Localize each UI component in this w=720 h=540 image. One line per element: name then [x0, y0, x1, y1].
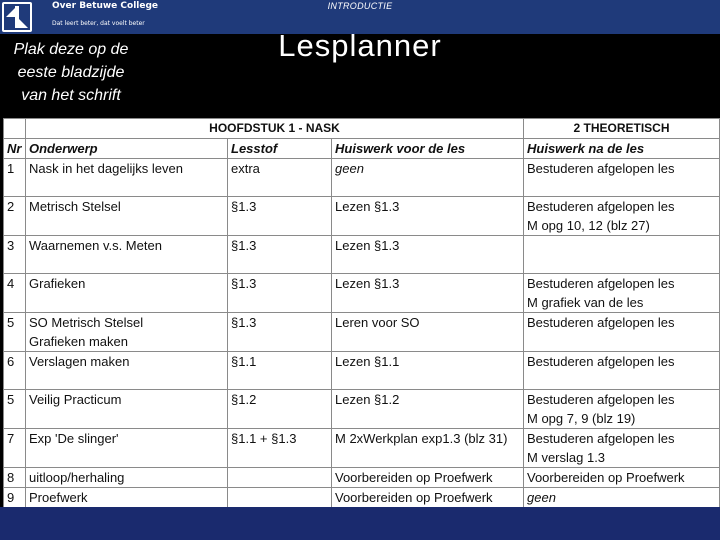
- cell-onderwerp: [26, 274, 228, 313]
- cell-huiswerk-na: [524, 197, 720, 236]
- table-row: [4, 274, 720, 313]
- cell-huiswerk-voor: Lezen §1.3: [332, 274, 524, 313]
- cell-nr: 8: [4, 468, 26, 488]
- cell-line: Bestuderen afgelopen les: [527, 161, 675, 176]
- column-header-huiswerk-na: Huiswerk na de les: [524, 139, 720, 159]
- cell-line: Veilig Practicum: [29, 392, 122, 407]
- cell-line: Grafieken: [29, 276, 86, 291]
- cell-onderwerp: [26, 468, 228, 488]
- table-row: [4, 488, 720, 508]
- cell-huiswerk-voor: Voorbereiden op Proefwerk: [332, 468, 524, 488]
- instruction-line: eeste bladzijde: [17, 64, 125, 81]
- cell-huiswerk-na: [524, 313, 720, 352]
- column-header-nr: Nr: [4, 139, 26, 159]
- cell-onderwerp: [26, 313, 228, 352]
- cell-nr: 5: [4, 313, 26, 352]
- cell-lesstof: [228, 488, 332, 508]
- table-row: [4, 468, 720, 488]
- cell-line: SO Metrisch Stelsel: [29, 315, 144, 330]
- cell-line: Bestuderen afgelopen les: [527, 199, 675, 214]
- page-title: Lesplanner: [278, 28, 442, 63]
- cell-nr: 4: [4, 274, 26, 313]
- cell-line: Exp 'De slinger': [29, 431, 119, 446]
- table-row: [4, 313, 720, 352]
- cell-onderwerp: [26, 488, 228, 508]
- cell-line: Bestuderen afgelopen les: [527, 392, 675, 407]
- cell-lesstof: §1.1: [228, 352, 332, 390]
- column-header-huiswerk-voor: Huiswerk voor de les: [332, 139, 524, 159]
- table-row: [4, 159, 720, 197]
- cell-onderwerp: [26, 236, 228, 274]
- cell-lesstof: extra: [228, 159, 332, 197]
- cell-huiswerk-na: [524, 488, 720, 508]
- cell-nr: 9: [4, 488, 26, 508]
- corner-cell: [4, 119, 26, 139]
- instruction-note: [0, 38, 142, 107]
- cell-line: geen: [527, 490, 556, 505]
- cell-huiswerk-na: [524, 274, 720, 313]
- cell-huiswerk-na: [524, 352, 720, 390]
- cell-nr: 7: [4, 429, 26, 468]
- cell-nr: 3: [4, 236, 26, 274]
- cell-line: Verslagen maken: [29, 354, 130, 369]
- cell-huiswerk-voor: geen: [332, 159, 524, 197]
- cell-huiswerk-voor: Lezen §1.3: [332, 197, 524, 236]
- cell-huiswerk-voor: Lezen §1.1: [332, 352, 524, 390]
- chapter-heading: HOOFDSTUK 1 - NASK: [26, 119, 524, 139]
- cell-line: M opg 10, 12 (blz 27): [527, 218, 650, 233]
- cell-line: Voorbereiden op Proefwerk: [527, 470, 685, 485]
- cell-line: Proefwerk: [29, 490, 88, 505]
- cell-lesstof: §1.3: [228, 236, 332, 274]
- cell-huiswerk-voor: Lezen §1.2: [332, 390, 524, 429]
- cell-line: uitloop/herhaling: [29, 470, 125, 485]
- cell-nr: 5: [4, 390, 26, 429]
- cell-huiswerk-voor: Leren voor SO: [332, 313, 524, 352]
- lesson-plan-table: [3, 118, 720, 507]
- column-header-lesstof: Lesstof: [228, 139, 332, 159]
- lesson-plan-sheet: [3, 118, 720, 507]
- cell-line: Grafieken maken: [29, 334, 128, 349]
- cell-lesstof: [228, 468, 332, 488]
- section-label: INTRODUCTIE: [327, 1, 393, 11]
- cell-onderwerp: [26, 197, 228, 236]
- cell-lesstof: §1.1 + §1.3: [228, 429, 332, 468]
- college-tagline: Dat leert beter, dat voelt beter: [52, 20, 145, 27]
- cell-huiswerk-na: [524, 390, 720, 429]
- cell-line: M opg 7, 9 (blz 19): [527, 411, 636, 426]
- cell-line: Bestuderen afgelopen les: [527, 354, 675, 369]
- cell-line: Waarnemen v.s. Meten: [29, 238, 162, 253]
- cell-line: M verslag 1.3: [527, 450, 606, 465]
- theory-heading: 2 THEORETISCH: [524, 119, 720, 139]
- instruction-line: van het schrift: [21, 87, 121, 104]
- table-row: [4, 429, 720, 468]
- column-header-onderwerp: Onderwerp: [26, 139, 228, 159]
- cell-huiswerk-na: [524, 429, 720, 468]
- cell-lesstof: §1.3: [228, 197, 332, 236]
- cell-huiswerk-na: [524, 159, 720, 197]
- cell-onderwerp: [26, 390, 228, 429]
- cell-huiswerk-na: [524, 236, 720, 274]
- cell-onderwerp: [26, 429, 228, 468]
- cell-lesstof: §1.3: [228, 313, 332, 352]
- table-row: [4, 236, 720, 274]
- cell-line: M grafiek van de les: [527, 295, 644, 310]
- cell-onderwerp: [26, 352, 228, 390]
- cell-line: Bestuderen afgelopen les: [527, 276, 675, 291]
- cell-line: Metrisch Stelsel: [29, 199, 121, 214]
- cell-nr: 1: [4, 159, 26, 197]
- cell-huiswerk-na: [524, 468, 720, 488]
- cell-onderwerp: [26, 159, 228, 197]
- cell-line: Bestuderen afgelopen les: [527, 315, 675, 330]
- instruction-line: Plak deze op de: [13, 41, 129, 58]
- college-name: Over Betuwe College: [52, 1, 159, 11]
- table-row: [4, 197, 720, 236]
- table-row: [4, 352, 720, 390]
- cell-nr: 6: [4, 352, 26, 390]
- cell-huiswerk-voor: M 2xWerkplan exp1.3 (blz 31): [332, 429, 524, 468]
- cell-huiswerk-voor: Lezen §1.3: [332, 236, 524, 274]
- cell-lesstof: §1.2: [228, 390, 332, 429]
- footer-bar: [0, 507, 720, 540]
- cell-nr: 2: [4, 197, 26, 236]
- cell-huiswerk-voor: Voorbereiden op Proefwerk: [332, 488, 524, 508]
- cell-lesstof: §1.3: [228, 274, 332, 313]
- table-row: [4, 390, 720, 429]
- cell-line: Nask in het dagelijks leven: [29, 161, 183, 176]
- cell-line: Bestuderen afgelopen les: [527, 431, 675, 446]
